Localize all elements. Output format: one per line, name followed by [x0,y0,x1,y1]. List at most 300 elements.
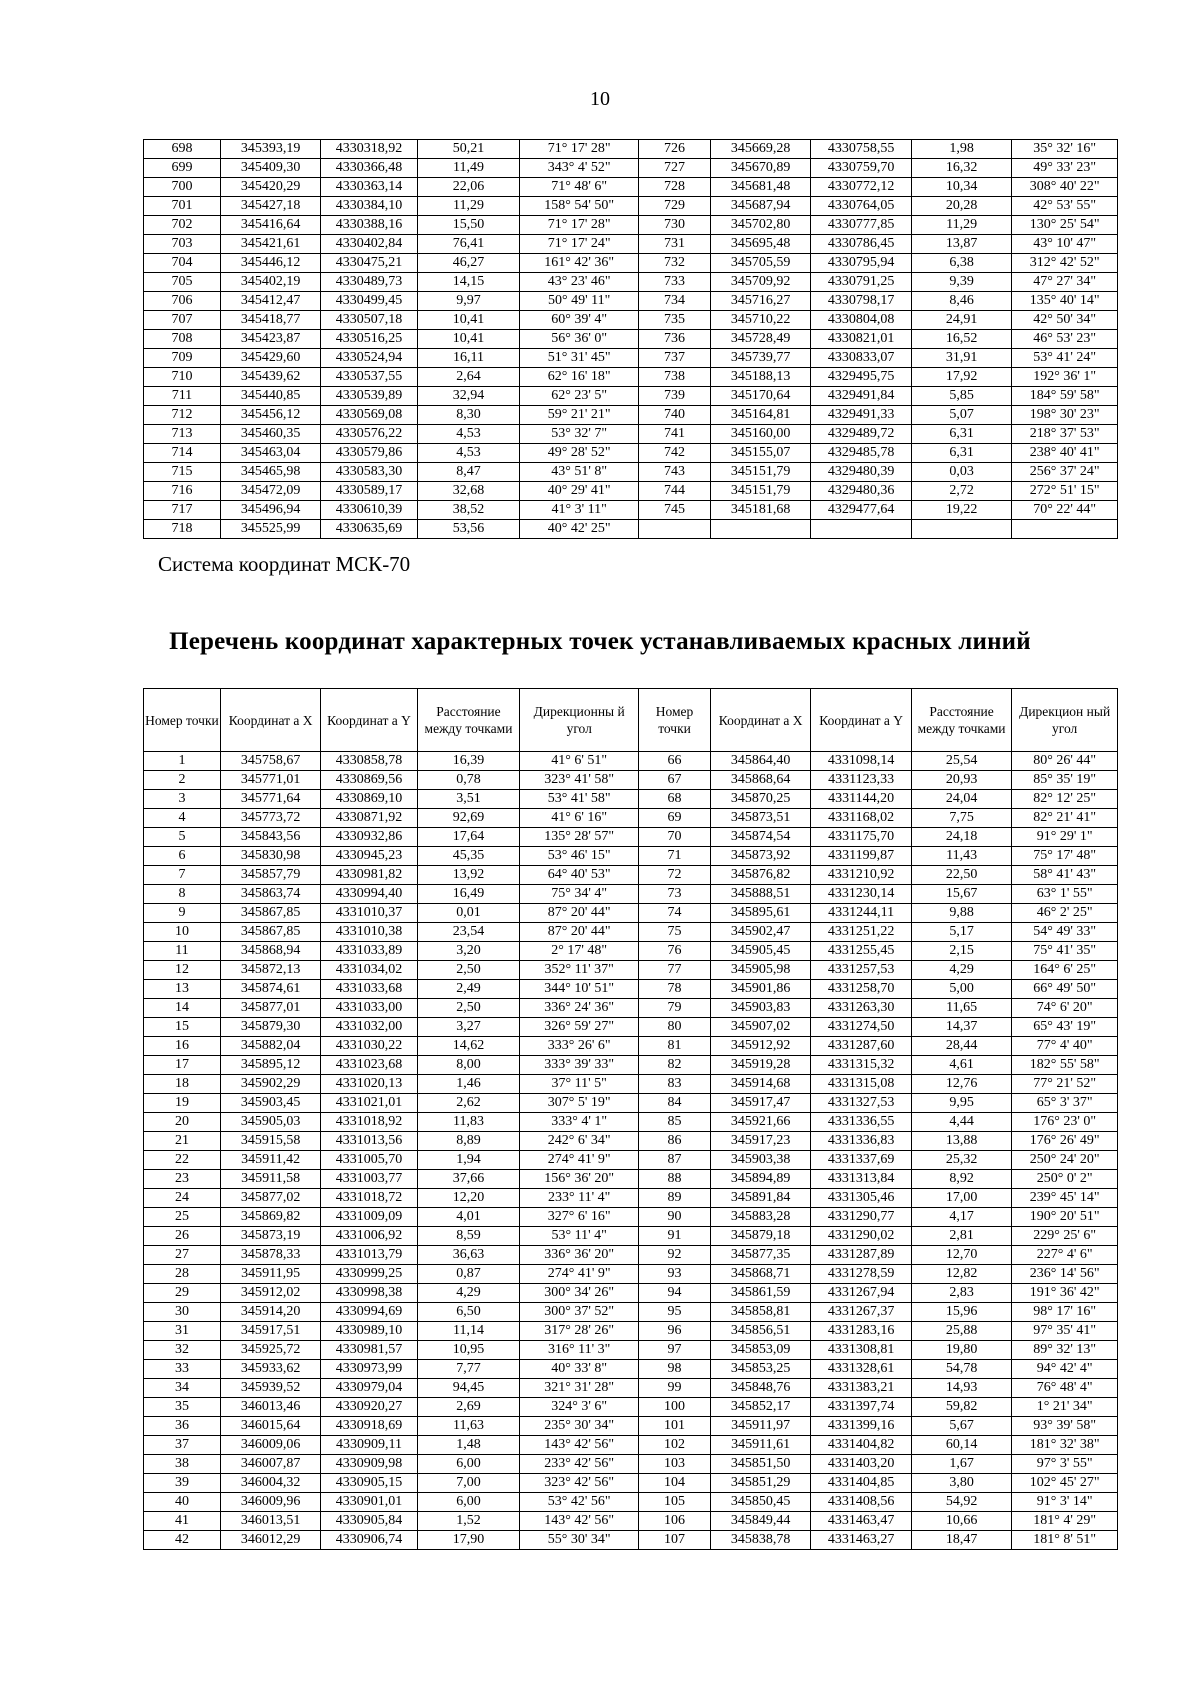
table-row [144,1037,1118,1056]
table-cell: 4330475,21 [321,254,417,273]
table-cell: 9,39 [911,273,1011,292]
table-cell: 4331313,84 [811,1170,911,1189]
table-cell: 4330589,17 [321,482,417,501]
table-cell: 345463,04 [220,444,320,463]
table-cell: 20,28 [911,197,1011,216]
table-cell: 345917,47 [710,1094,810,1113]
table-cell: 4330524,94 [321,349,417,368]
table-row [144,904,1118,923]
table-cell: 4331258,70 [811,980,911,999]
table-cell: 345687,94 [710,197,810,216]
table-cell: 4,61 [911,1056,1011,1075]
table-cell: 345181,68 [710,501,810,520]
table-cell: 4330786,45 [811,235,911,254]
table-cell: 218° 37' 53" [1012,425,1118,444]
table-cell: 54,78 [911,1360,1011,1379]
table-cell: 345418,77 [220,311,320,330]
table-cell: 66 [639,752,711,771]
table-cell: 274° 41' 9" [520,1265,639,1284]
table-cell: 743 [639,463,711,482]
table-cell: 2,49 [417,980,520,999]
table-cell: 32 [144,1341,221,1360]
table-cell: 14,37 [911,1018,1011,1037]
table-cell: 345911,58 [220,1170,320,1189]
table-cell: 13,88 [911,1132,1011,1151]
table-row [144,1322,1118,1341]
table-cell: 4331032,00 [321,1018,417,1037]
table-cell: 63° 1' 55" [1012,885,1118,904]
table-row [144,216,1118,235]
table-cell: 53° 32' 7" [520,425,639,444]
table-cell: 345170,64 [710,387,810,406]
table-cell: 0,01 [417,904,520,923]
table-cell: 17,90 [417,1531,520,1550]
table-cell: 345915,58 [220,1132,320,1151]
table-cell: 64° 40' 53" [520,866,639,885]
table-cell: 345888,51 [710,885,810,904]
table-cell: 34 [144,1379,221,1398]
table-cell: 345891,84 [710,1189,810,1208]
table-cell: 158° 54' 50" [520,197,639,216]
table-cell: 182° 55' 58" [1012,1056,1118,1075]
table-row [144,1018,1118,1037]
table-cell: 4330932,86 [321,828,417,847]
table-row [144,1455,1118,1474]
table-row [144,501,1118,520]
table-cell: 4331263,30 [811,999,911,1018]
table-cell: 4331404,85 [811,1474,911,1493]
table-cell: 345902,47 [710,923,810,942]
column-header: Координат а X [710,689,810,752]
table-cell: 345695,48 [710,235,810,254]
table-cell: 345472,09 [220,482,320,501]
table-cell: 5,67 [911,1417,1011,1436]
table-cell: 4331383,21 [811,1379,911,1398]
table-cell: 59° 21' 21" [520,406,639,425]
table-cell: 89 [639,1189,711,1208]
table-cell: 4,29 [911,961,1011,980]
table-cell: 345773,72 [220,809,320,828]
table-cell: 3 [144,790,221,809]
table-row [144,368,1118,387]
table-cell: 4331290,77 [811,1208,911,1227]
table-cell: 13,92 [417,866,520,885]
column-header: Расстояние между точками [417,689,520,752]
table-cell: 4331023,68 [321,1056,417,1075]
table-cell: 4331175,70 [811,828,911,847]
table-cell: 4330507,18 [321,311,417,330]
table-cell: 308° 40' 22" [1012,178,1118,197]
table-cell: 4330798,17 [811,292,911,311]
table-cell: 345868,64 [710,771,810,790]
table-cell: 345771,01 [220,771,320,790]
table-cell: 345901,86 [710,980,810,999]
column-header: Координат а X [220,689,320,752]
table-row [144,444,1118,463]
table-cell: 2 [144,771,221,790]
table-cell: 130° 25' 54" [1012,216,1118,235]
table-cell: 4331463,27 [811,1531,911,1550]
table-cell: 4329477,64 [811,501,911,520]
table-cell: 711 [144,387,221,406]
table-cell: 345160,00 [710,425,810,444]
column-header: Дирекцион ный угол [1012,689,1118,752]
table-cell: 345440,85 [220,387,320,406]
table-cell: 70° 22' 44" [1012,501,1118,520]
table-cell: 66° 49' 50" [1012,980,1118,999]
table-cell: 49° 33' 23" [1012,159,1118,178]
table-cell: 92,69 [417,809,520,828]
table-cell: 16,39 [417,752,520,771]
table-cell: 60,14 [911,1436,1011,1455]
table-cell: 99 [639,1379,711,1398]
table-cell: 14,15 [417,273,520,292]
table-cell: 33 [144,1360,221,1379]
table-cell: 50,21 [417,140,520,159]
table-cell: 4331244,11 [811,904,911,923]
table-cell: 0,87 [417,1265,520,1284]
table-cell: 2,50 [417,999,520,1018]
table-cell: 4331199,87 [811,847,911,866]
table-cell: 732 [639,254,711,273]
table-cell: 345416,64 [220,216,320,235]
table-cell: 345878,33 [220,1246,320,1265]
table-cell: 62° 23' 5" [520,387,639,406]
table-cell: 4331287,89 [811,1246,911,1265]
table-cell: 345903,45 [220,1094,320,1113]
table-row [144,159,1118,178]
table-cell: 1,46 [417,1075,520,1094]
table-cell: 12,20 [417,1189,520,1208]
table-cell: 345873,19 [220,1227,320,1246]
table-cell: 106 [639,1512,711,1531]
table-row [144,923,1118,942]
table-cell: 50° 49' 11" [520,292,639,311]
table-cell: 346013,46 [220,1398,320,1417]
table-cell: 4330994,40 [321,885,417,904]
table-cell: 12,76 [911,1075,1011,1094]
table-cell: 345874,54 [710,828,810,847]
table-cell: 346013,51 [220,1512,320,1531]
table-cell: 4330905,15 [321,1474,417,1493]
table-row [144,809,1118,828]
table-cell: 21 [144,1132,221,1151]
table-cell: 4331308,81 [811,1341,911,1360]
table-cell: 95 [639,1303,711,1322]
table-row [144,790,1118,809]
table-cell: 345446,12 [220,254,320,273]
table-cell: 4330901,01 [321,1493,417,1512]
table-cell: 13 [144,980,221,999]
table-cell: 80 [639,1018,711,1037]
table-cell: 8,00 [417,1056,520,1075]
table-cell: 345877,35 [710,1246,810,1265]
table-cell: 345155,07 [710,444,810,463]
table-cell: 713 [144,425,221,444]
table-cell: 4330795,94 [811,254,911,273]
table-cell [811,520,911,539]
table-row [144,1208,1118,1227]
table-cell: 4331144,20 [811,790,911,809]
table-cell: 82° 12' 25" [1012,790,1118,809]
table-cell: 345758,67 [220,752,320,771]
table-cell: 345868,94 [220,942,320,961]
table-cell: 327° 6' 16" [520,1208,639,1227]
table-cell: 741 [639,425,711,444]
table-cell: 345905,45 [710,942,810,961]
table-cell: 717 [144,501,221,520]
table-cell: 16,32 [911,159,1011,178]
table-cell: 317° 28' 26" [520,1322,639,1341]
table-cell: 65° 43' 19" [1012,1018,1118,1037]
table-cell: 4331267,37 [811,1303,911,1322]
table-cell: 190° 20' 51" [1012,1208,1118,1227]
table-cell: 346009,06 [220,1436,320,1455]
table-cell: 699 [144,159,221,178]
table-cell: 345857,79 [220,866,320,885]
table-cell: 47° 27' 34" [1012,273,1118,292]
table-cell: 333° 39' 33" [520,1056,639,1075]
table-cell: 4,44 [911,1113,1011,1132]
table-cell: 11,63 [417,1417,520,1436]
table-cell: 87° 20' 44" [520,923,639,942]
table-cell: 23 [144,1170,221,1189]
table-cell: 4329489,72 [811,425,911,444]
table-cell: 4330869,56 [321,771,417,790]
table-cell: 35 [144,1398,221,1417]
table-cell: 3,27 [417,1018,520,1037]
table-cell: 91 [639,1227,711,1246]
table-cell: 345877,01 [220,999,320,1018]
table-cell: 233° 42' 56" [520,1455,639,1474]
table-cell: 20 [144,1113,221,1132]
table-cell: 77° 21' 52" [1012,1075,1118,1094]
table-cell: 4331404,82 [811,1436,911,1455]
table-cell: 4330999,25 [321,1265,417,1284]
table-cell: 4330905,84 [321,1512,417,1531]
table-cell: 345525,99 [220,520,320,539]
table-cell: 71° 17' 28" [520,216,639,235]
table-cell: 345895,61 [710,904,810,923]
table-row [144,942,1118,961]
table-cell: 227° 4' 6" [1012,1246,1118,1265]
table-cell: 698 [144,140,221,159]
table-cell: 4331267,94 [811,1284,911,1303]
table-cell: 46° 53' 23" [1012,330,1118,349]
table-cell: 11,83 [417,1113,520,1132]
table-cell: 345872,13 [220,961,320,980]
table-cell: 4330989,10 [321,1322,417,1341]
table-cell: 7,77 [417,1360,520,1379]
table-cell [911,520,1011,539]
table-cell: 98° 17' 16" [1012,1303,1118,1322]
table-cell: 46° 2' 25" [1012,904,1118,923]
table-cell: 710 [144,368,221,387]
table-cell: 345856,51 [710,1322,810,1341]
table-cell: 4330569,08 [321,406,417,425]
table-cell: 700 [144,178,221,197]
table-cell: 103 [639,1455,711,1474]
table-cell: 71 [639,847,711,866]
table-cell: 17 [144,1056,221,1075]
table-cell: 4330759,70 [811,159,911,178]
table-cell: 25,32 [911,1151,1011,1170]
table-cell: 4331123,33 [811,771,911,790]
table-cell: 729 [639,197,711,216]
table-cell: 4330388,16 [321,216,417,235]
table-cell: 345911,97 [710,1417,810,1436]
coordinates-table-continued [143,139,1118,539]
table-cell: 715 [144,463,221,482]
table-cell: 345861,59 [710,1284,810,1303]
table-cell: 4330909,11 [321,1436,417,1455]
table-cell: 32,94 [417,387,520,406]
table-cell: 4331463,47 [811,1512,911,1531]
table-cell: 4331251,22 [811,923,911,942]
table-cell: 89° 32' 13" [1012,1341,1118,1360]
table-cell: 4331005,70 [321,1151,417,1170]
table-cell: 11,29 [911,216,1011,235]
table-row [144,406,1118,425]
table-cell: 22 [144,1151,221,1170]
table-row [144,1056,1118,1075]
table-cell: 11,65 [911,999,1011,1018]
table-row [144,330,1118,349]
table-cell: 4329491,84 [811,387,911,406]
table-cell: 4,29 [417,1284,520,1303]
table-cell: 4330610,39 [321,501,417,520]
table-cell: 345393,19 [220,140,320,159]
table-cell: 71° 48' 6" [520,178,639,197]
table-row [144,425,1118,444]
table-cell: 10,95 [417,1341,520,1360]
table-cell: 96 [639,1322,711,1341]
column-header: Дирекционны й угол [520,689,639,752]
table-row [144,1227,1118,1246]
table-cell: 1 [144,752,221,771]
table-cell: 300° 34' 26" [520,1284,639,1303]
table-row [144,1284,1118,1303]
table-cell: 4330489,73 [321,273,417,292]
table-cell: 0,78 [417,771,520,790]
table-cell: 1,67 [911,1455,1011,1474]
table-cell: 345843,56 [220,828,320,847]
table-cell: 345911,95 [220,1265,320,1284]
table-cell: 71° 17' 24" [520,235,639,254]
table-cell: 345716,27 [710,292,810,311]
table-cell: 143° 42' 56" [520,1436,639,1455]
table-cell: 87 [639,1151,711,1170]
table-cell: 4331287,60 [811,1037,911,1056]
table-cell: 4331010,38 [321,923,417,942]
table-cell: 4331336,55 [811,1113,911,1132]
table-cell: 4331327,53 [811,1094,911,1113]
table-cell: 345851,50 [710,1455,810,1474]
table-row [144,482,1118,501]
table-row [144,1531,1118,1550]
table-cell: 8,30 [417,406,520,425]
table-row [144,235,1118,254]
table-cell: 2° 17' 48" [520,942,639,961]
table-row [144,387,1118,406]
table-cell: 345460,35 [220,425,320,444]
table-cell: 8,46 [911,292,1011,311]
table-cell: 15,50 [417,216,520,235]
table-cell: 31,91 [911,349,1011,368]
table-cell: 740 [639,406,711,425]
table-cell: 6,31 [911,425,1011,444]
table-cell: 745 [639,501,711,520]
table-cell: 4330363,14 [321,178,417,197]
table-cell: 272° 51' 15" [1012,482,1118,501]
table-cell: 72 [639,866,711,885]
table-cell: 85° 35' 19" [1012,771,1118,790]
table-cell: 739 [639,387,711,406]
table-cell: 4331030,22 [321,1037,417,1056]
table-cell: 30 [144,1303,221,1322]
table-cell: 76 [639,942,711,961]
table-cell: 4331168,02 [811,809,911,828]
table-cell: 345879,30 [220,1018,320,1037]
table-cell: 345912,92 [710,1037,810,1056]
table-cell: 345895,12 [220,1056,320,1075]
table-cell: 345882,04 [220,1037,320,1056]
table-cell: 4331399,16 [811,1417,911,1436]
table-cell: 10,41 [417,311,520,330]
table-cell: 10,66 [911,1512,1011,1531]
table-cell: 2,50 [417,961,520,980]
table-cell: 105 [639,1493,711,1512]
table-cell: 345914,68 [710,1075,810,1094]
table-cell: 345409,30 [220,159,320,178]
table-cell: 345867,85 [220,904,320,923]
table-cell: 4331033,00 [321,999,417,1018]
table-cell: 345864,40 [710,752,810,771]
table-cell: 4330758,55 [811,140,911,159]
table-row [144,980,1118,999]
table-cell: 735 [639,311,711,330]
table-cell: 69 [639,809,711,828]
table-cell: 38,52 [417,501,520,520]
table-cell: 345420,29 [220,178,320,197]
table-cell: 345852,17 [710,1398,810,1417]
table-cell: 4330583,30 [321,463,417,482]
table-cell: 4330973,99 [321,1360,417,1379]
table-cell: 4331033,89 [321,942,417,961]
table-cell: 4331257,53 [811,961,911,980]
table-cell: 4331230,14 [811,885,911,904]
table-cell: 345705,59 [710,254,810,273]
table-cell: 4330576,22 [321,425,417,444]
table-cell: 26 [144,1227,221,1246]
table-cell: 71° 17' 28" [520,140,639,159]
column-header: Координат а Y [321,689,417,752]
table-cell: 4330979,04 [321,1379,417,1398]
table-cell: 9,88 [911,904,1011,923]
table-row [144,961,1118,980]
table-cell: 40° 42' 25" [520,520,639,539]
table-cell: 323° 42' 56" [520,1474,639,1493]
table-cell: 74 [639,904,711,923]
table-row [144,847,1118,866]
table-cell: 345670,89 [710,159,810,178]
table-cell: 730 [639,216,711,235]
table-cell: 345907,02 [710,1018,810,1037]
table-cell: 345421,61 [220,235,320,254]
table-row [144,1417,1118,1436]
table-cell: 708 [144,330,221,349]
table-cell: 345902,29 [220,1075,320,1094]
